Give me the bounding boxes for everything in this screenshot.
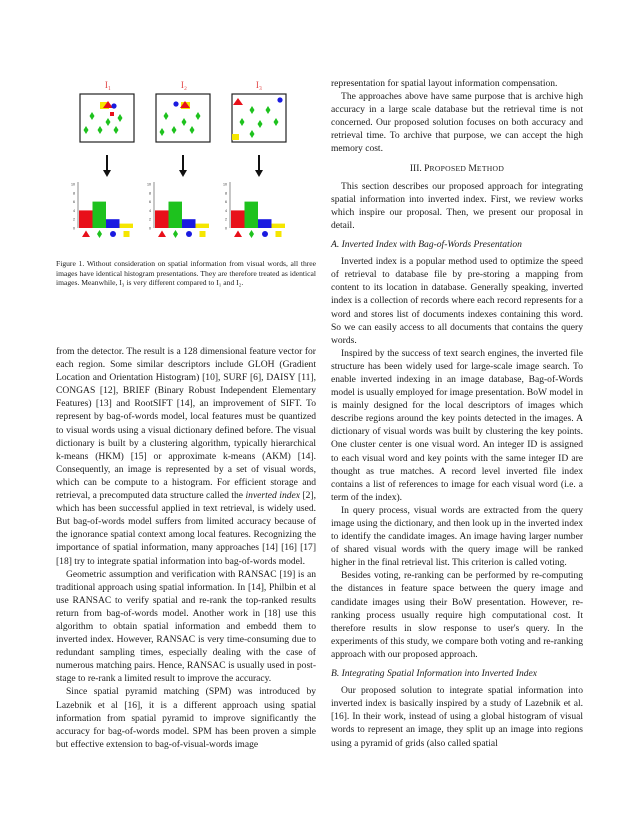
right-column — [331, 77, 583, 750]
panel-label-i2: I₂ — [180, 80, 188, 90]
tick-label: 2 — [149, 217, 151, 222]
figure-caption — [56, 259, 316, 288]
histogram-bar-red — [155, 210, 169, 228]
right-paragraph-1: representation for spatial layout information compensation. — [331, 78, 558, 89]
tick-label: 6 — [149, 200, 151, 205]
tick-label: 8 — [149, 191, 151, 196]
diamond-marker — [173, 230, 178, 238]
right-paragraph-2: The approaches above have same purpose that is archive high accuracy in a large scale database but the retrieval time is not concerned. Our proposed solution focuses on both accuracy and retrieval time. To archive that purpose, we can accept the high memory cost. — [331, 91, 583, 155]
subsection-heading-a: A. Inverted Index with Bag-of-Words Presentation — [331, 239, 522, 251]
arrow-i1 — [103, 155, 111, 177]
circle-marker — [186, 231, 192, 237]
histogram-bar-blue — [258, 219, 272, 228]
tick-label: 0 — [149, 226, 151, 231]
triangle-marker — [82, 231, 90, 238]
arrow-i3 — [255, 155, 263, 177]
right-paragraph-5: Inspired by the success of text search engines, the inverted file structure has been widely used for large-scale image search. To enable inverted indexing in an image database, Bag-of-Words model is usually employed for image presentation. BoW model in is mainly designed for the local descriptors of images which describe regions around the key points detected in the images. A dictionary of visual words was built by clustering the key points. One cluster center is one visual word. An integer ID is assigned to each visual word and key points with the same integer ID are thought as true matches. A record level inverted file index contains a list of references to image for each visual word (i.e. a term of the index). — [331, 347, 583, 503]
tick-label: 4 — [225, 208, 227, 213]
histogram-bar-red — [231, 210, 245, 228]
right-paragraph-8: Our proposed solution to integrate spatial information into inverted index is basically inspired by a study of Lazebnik et al. [16]. In their work, instead of using a global histogram of visual words to represent an image, they split up an image into regions using a pyramid of grids (also called spatial — [331, 685, 583, 749]
triangle-marker — [158, 231, 166, 238]
inverted-index-term: inverted index — [245, 490, 300, 502]
tick-label: 2 — [73, 217, 75, 222]
tick-label: 0 — [73, 226, 75, 231]
caption-text: Without consideration on spatial information from visual words, all three images have identical histogram presentations. They are therefore treated as identical images. Meanwhile, I₃ is very different compared to I₁ and I₂. — [56, 259, 317, 288]
image-panel-i3 — [232, 94, 286, 142]
right-paragraph-3: This section describes our proposed approach for integrating spatial information into inverted index. First, we review works which inspire our proposal. Then, we present our proposal in detail. — [331, 180, 583, 231]
right-paragraph-7: Besides voting, re-ranking can be performed by re-computing the distances in feature space between the query image and candidate images using their BoW presentation. However, re-ranking process usually require high computational cost. It therefore results in slow response to user's query. In the experiments of this study, we compare both voting and re-ranking approach with our proposed approach. — [331, 570, 583, 660]
circle-marker — [110, 231, 116, 237]
right-paragraph-4: Inverted index is a popular method used to optimize the speed of retrieval to database file by pre-storing a mapping from content to its location in database. Generally speaking, inverted index is a collection of records where each record represents for a word and stores list of documents indexes containing this word. So we can easily access to all documents that contains the query words. — [331, 256, 583, 346]
histogram-bar-yellow — [120, 224, 134, 228]
diamond-marker — [249, 230, 254, 238]
square-marker — [276, 231, 282, 237]
figure-1 — [56, 70, 316, 250]
diamond-marker — [97, 230, 102, 238]
section-heading-proposed-method: III. PROPOSED METHOD — [409, 162, 505, 174]
tick-label: 10 — [71, 182, 75, 187]
figure-1-graphic — [56, 70, 316, 250]
tick-label: 8 — [73, 191, 75, 196]
caption-label: Figure 1. — [56, 259, 85, 268]
tick-label: 0 — [225, 226, 227, 231]
square-marker — [124, 231, 130, 237]
arrow-i2 — [179, 155, 187, 177]
left-column — [56, 345, 316, 751]
panel-label-i1: I₁ — [104, 80, 112, 90]
right-paragraph-6: In query process, visual words are extracted from the query image using the dictionary, and then look up in the inverted index to identify the candidate images. An image having larger number of shared visual words with the query image will be ranked higher in the final retrieval list. This criterion is called voting. — [331, 504, 583, 569]
triangle-marker — [234, 231, 242, 238]
tick-label: 10 — [223, 182, 227, 187]
tick-label: 4 — [73, 208, 75, 213]
tick-label: 2 — [225, 217, 227, 222]
square-marker — [200, 231, 206, 237]
left-paragraph-3: Since spatial pyramid matching (SPM) was introduced by Lazebnik et al [16], it is a different approach using spatial information from spatial pyramid to improve significantly the accuracy for bag-of-words model. SPM has been proven a simple but effective extension to bag-of-visual-words image — [56, 686, 316, 750]
histogram-1 — [71, 182, 133, 238]
histogram-bar-green — [169, 202, 183, 228]
tick-label: 4 — [149, 208, 151, 213]
tick-label: 8 — [225, 191, 227, 196]
histogram-bar-blue — [106, 219, 120, 228]
panel-label-i3: I₃ — [255, 80, 263, 90]
tick-label: 6 — [225, 200, 227, 205]
circle-marker — [262, 231, 268, 237]
histogram-3 — [223, 182, 285, 238]
tick-label: 6 — [73, 200, 75, 205]
histogram-bar-yellow — [196, 224, 210, 228]
left-paragraph-1: from the detector. The result is a 128 dimensional feature vector for each region. Some similar descriptors include GLOH (Gradient Location and Orientation Histogram) [10], SURF [6], DAISY [11], CONGAS [12], BRIEF (Binary Robust Independent Elementary Features) [13] and RootSIFT [14], an improvement of SIFT. To represent by bag-of-words model, local features must be quantized to visual words using a visual dictionary defined before. The visual dictionary is built by a clustering algorithm, typically hierarchical k-means (HKM) [15] or approximate k-means (AKM) [14]. Consequently, an image is represented by a set of visual words, which can be compute to a histogram. For efficient storage and retrieval, a precomputed data structure called the inverted index [2], which has been successful applied in text retrieval, is widely used. But bag-of-words model suffers from limited accuracy because of the ignorance spatial context among local features. Recognizing the importance of spatial information, many approaches [14] [16] [17] [18] try to integrate spatial information into bag-of-words model. — [56, 346, 316, 567]
histogram-2 — [147, 182, 209, 238]
tick-label: 10 — [147, 182, 151, 187]
left-paragraph-2: Geometric assumption and verification with RANSAC [19] is an traditional approach using spatial information. In [14], Philbin et al use RANSAC to verify spatial and re-rank the top-ranked results return from bag-of-words model. Another work in [18] use this algorithm to obtain spatial information and embedd them to inverted index. However, RANSAC is very time-consuming due to redundant sampling times, especially dealing with the case of numerous matching pairs. Hence, RANSAC is usually used in post-stage to re-rank a limited result to improve the accuracy. — [56, 568, 316, 685]
histogram-bar-red — [79, 210, 93, 228]
subsection-heading-b: B. Integrating Spatial Information into Inverted Index — [331, 668, 538, 680]
histogram-bar-yellow — [272, 224, 286, 228]
histogram-bar-blue — [182, 219, 196, 228]
image-panel-i1 — [80, 94, 134, 142]
image-panel-i2 — [156, 94, 210, 142]
histogram-bar-green — [245, 202, 259, 228]
histograms — [71, 182, 285, 238]
histogram-bar-green — [93, 202, 107, 228]
